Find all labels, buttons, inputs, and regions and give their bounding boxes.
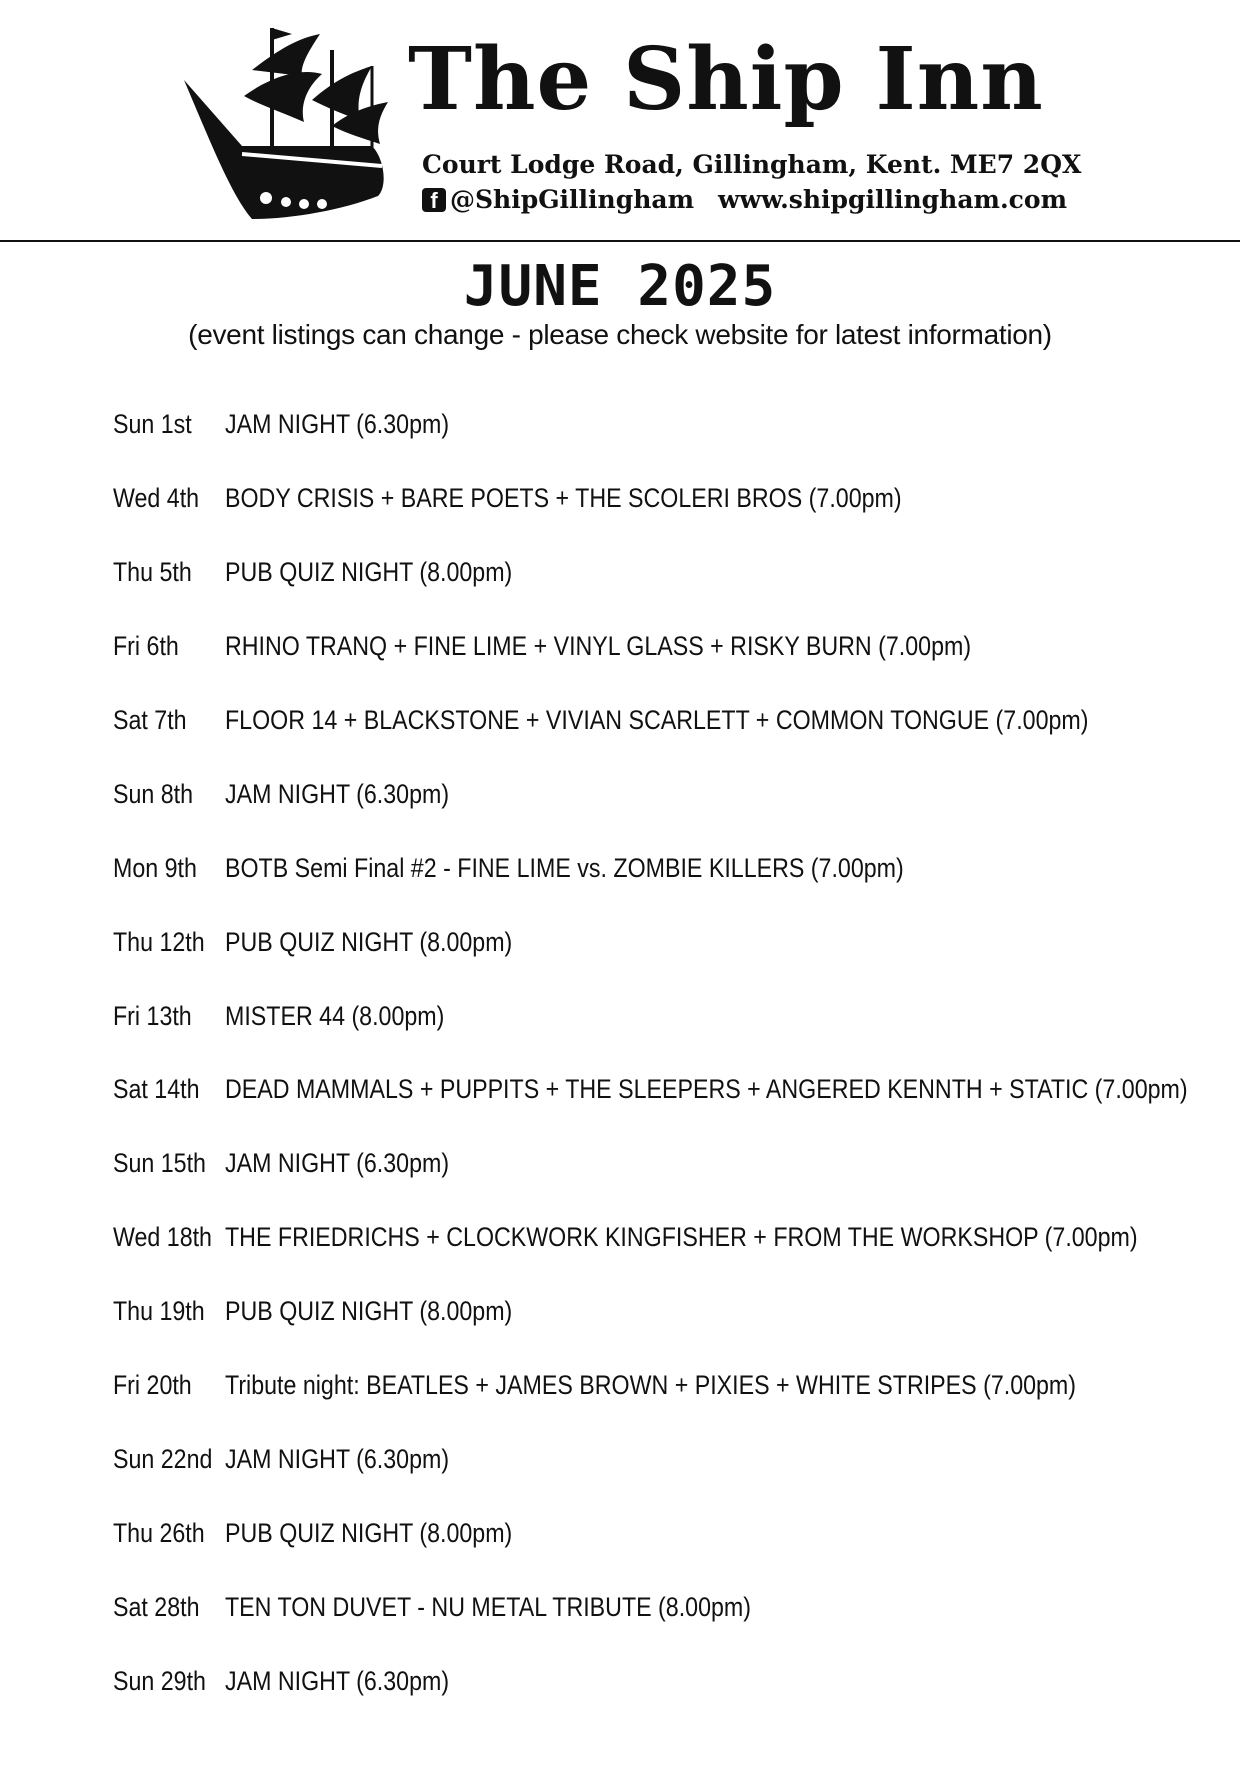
event-row: [113, 1422, 1213, 1496]
facebook-icon: f: [422, 188, 446, 212]
listing-notice: (event listings can change - please check website for latest information): [188, 319, 1052, 350]
event-description: PUB QUIZ NIGHT (8.00pm): [225, 1296, 513, 1327]
event-row: [113, 1496, 1213, 1570]
website-link[interactable]: www.shipgillingham.com: [718, 185, 1068, 214]
event-list: [113, 388, 1213, 1718]
event-date: Thu 12th: [113, 926, 205, 957]
event-description: TEN TON DUVET - NU METAL TRIBUTE (8.00pm): [225, 1591, 751, 1622]
event-description: JAM NIGHT (6.30pm): [225, 1665, 450, 1696]
event-row: [113, 1127, 1213, 1201]
event-description: PUB QUIZ NIGHT (8.00pm): [225, 1517, 513, 1548]
event-description: THE FRIEDRICHS + CLOCKWORK KINGFISHER + FROM THE WORKSHOP (7.00pm): [225, 1222, 1138, 1253]
event-date: Thu 26th: [113, 1517, 205, 1548]
event-row: [113, 905, 1213, 979]
event-description: RHINO TRANQ + FINE LIME + VINYL GLASS + RISKY BURN (7.00pm): [225, 631, 972, 662]
event-row: [113, 536, 1213, 610]
event-date: Sun 1st: [113, 409, 192, 440]
facebook-handle[interactable]: @ShipGillingham: [450, 185, 695, 214]
event-description: FLOOR 14 + BLACKSTONE + VIVIAN SCARLETT + COMMON TONGUE (7.00pm): [225, 705, 1089, 735]
contact-line: [422, 183, 1067, 217]
event-date: Fri 20th: [113, 1370, 192, 1401]
event-row: [113, 388, 1213, 462]
event-date: Sat 7th: [113, 705, 187, 735]
event-description: BODY CRISIS + BARE POETS + THE SCOLERI BROS (7.00pm): [225, 483, 902, 514]
event-row: [113, 610, 1213, 684]
event-date: Sun 22nd: [113, 1443, 213, 1474]
event-description: JAM NIGHT (6.30pm): [225, 1443, 450, 1474]
event-date: Sun 29th: [113, 1665, 206, 1696]
event-description: JAM NIGHT (6.30pm): [225, 778, 450, 809]
event-row: [113, 1349, 1213, 1423]
event-description: Tribute night: BEATLES + JAMES BROWN + PIXIES + WHITE STRIPES (7.00pm): [225, 1370, 1077, 1401]
event-description: DEAD MAMMALS + PUPPITS + THE SLEEPERS + ANGERED KENNTH + STATIC (7.00pm): [225, 1074, 1188, 1105]
event-date: Thu 19th: [113, 1296, 205, 1327]
event-row: [113, 1201, 1213, 1275]
listing-month-heading: JUNE 2025: [463, 254, 777, 319]
event-description: MISTER 44 (8.00pm): [225, 1000, 445, 1031]
event-description: JAM NIGHT (6.30pm): [225, 409, 450, 440]
event-row: [113, 979, 1213, 1053]
event-date: Wed 18th: [113, 1222, 212, 1253]
event-description: PUB QUIZ NIGHT (8.00pm): [225, 926, 513, 957]
header: [0, 0, 1240, 242]
event-row: [113, 684, 1213, 758]
event-date: Sun 15th: [113, 1148, 206, 1179]
event-row: [113, 1570, 1213, 1644]
event-row: [113, 1275, 1213, 1349]
event-date: Sun 8th: [113, 778, 194, 809]
event-date: Fri 13th: [113, 1000, 192, 1031]
event-date: Fri 6th: [113, 631, 179, 662]
event-date: Sat 14th: [113, 1074, 200, 1105]
event-description: BOTB Semi Final #2 - FINE LIME vs. ZOMBIE KILLERS (7.00pm): [225, 852, 904, 883]
event-row: [113, 1053, 1213, 1127]
event-description: PUB QUIZ NIGHT (8.00pm): [225, 557, 513, 588]
event-row: [113, 462, 1213, 536]
pub-name-title: The Ship Inn: [408, 29, 1044, 130]
event-row: [113, 831, 1213, 905]
event-description: JAM NIGHT (6.30pm): [225, 1148, 450, 1179]
sailing-ship-logo-icon: [182, 26, 412, 226]
event-date: Wed 4th: [113, 483, 200, 514]
event-row: [113, 757, 1213, 831]
event-row: [113, 1644, 1213, 1718]
pub-address: Court Lodge Road, Gillingham, Kent. ME7 2QX: [422, 150, 1082, 179]
event-date: Mon 9th: [113, 852, 197, 883]
event-date: Thu 5th: [113, 557, 192, 588]
event-date: Sat 28th: [113, 1591, 200, 1622]
